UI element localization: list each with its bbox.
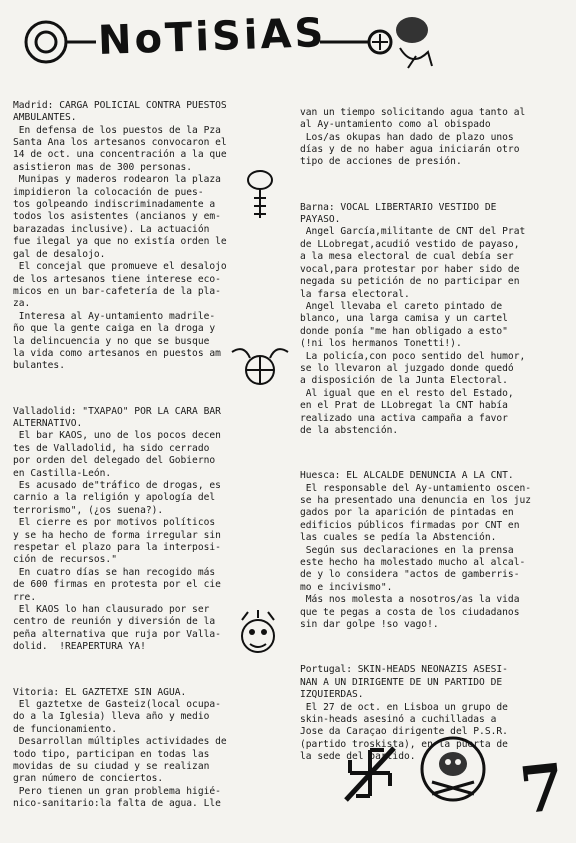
article-line-first: van un tiempo solicitando agua tanto al <box>300 106 526 118</box>
crossed-swastika-icon <box>340 740 400 810</box>
article-line: de y lo considera "actos de gamberris- <box>300 569 520 581</box>
article-line: 14 de oct. una concentración a la que <box>13 149 227 161</box>
article-vitoria <box>13 687 295 811</box>
article-line: carnio a la religión y apología del <box>13 492 216 504</box>
article-line: vocal,para protestar por haber sido de <box>300 263 520 275</box>
article-line-first: Huesca: EL ALCALDE DENUNCIA A LA CNT. <box>300 470 514 482</box>
article-line: gran número de conciertos. <box>13 773 164 785</box>
article-line: la vida como artesanos en puestos am <box>13 347 221 359</box>
article-line: terrorismo", (¿os suena?). <box>13 504 164 516</box>
article-line: sin dar golpe !so vago!. <box>300 619 439 631</box>
article-line: El bar KAOS, uno de los pocos decen <box>13 430 221 442</box>
article-line: El cierre es por motivos políticos <box>13 517 216 529</box>
article-line: las cuales se pedía la Abstención. <box>300 532 497 544</box>
article-madrid <box>13 100 295 373</box>
article-line: PAYASO. <box>300 214 341 226</box>
article-line: Los/as okupas han dado de plazo unos <box>300 131 514 143</box>
article-line: la farsa electoral. <box>300 288 410 300</box>
masthead-title: NoTiSiAS <box>97 10 327 64</box>
article-line: Pero tienen un gran problema higié- <box>13 785 221 797</box>
article-line: realizado una activa campaña a favor <box>300 412 508 424</box>
article-line: tipo de acciones de presión. <box>300 156 462 168</box>
article-line: ALTERNATIVO. <box>13 417 83 429</box>
article-line: edificios públicos firmadas por CNT en <box>300 519 520 531</box>
right-column <box>300 82 570 796</box>
article-line: respetar el plazo para la interposi- <box>13 542 221 554</box>
article-line: za. <box>13 298 31 310</box>
article-line: Angel llevaba el careto pintado de <box>300 300 503 312</box>
article-line-first: Barna: VOCAL LIBERTARIO VESTIDO DE <box>300 201 497 213</box>
article-line: de LLobregat,acudió vestido de payaso, <box>300 238 520 250</box>
article-line: El KAOS lo han clausurado por ser <box>13 604 210 616</box>
masthead <box>20 8 440 70</box>
article-line: El 27 de oct. en Lisboa un grupo de <box>300 701 508 713</box>
article-line: en el Prat de LLobregat la CNT había <box>300 400 508 412</box>
article-line: tes de Valladolid, ha sido cerrado <box>13 442 210 454</box>
page-number: 7 <box>516 749 569 830</box>
article-line: Munipas y maderos rodearon la plaza <box>13 174 221 186</box>
article-line: gal de desalojo. <box>13 248 106 260</box>
article-line: negada su petición de no participar en <box>300 276 520 288</box>
article-huesca <box>300 470 570 631</box>
article-vitoria-continued <box>300 107 570 169</box>
article-line: Al igual que en el resto del Estado, <box>300 387 514 399</box>
article-line: El concejal que promueve el desalojo <box>13 261 227 273</box>
article-line: La policía,con poco sentido del humor, <box>300 350 526 362</box>
article-line: ño que la gente caiga en la droga y <box>13 323 216 335</box>
article-line: impidieron la colocación de pues- <box>13 186 204 198</box>
article-line: El responsable del Ay-untamiento oscen- <box>300 482 532 494</box>
article-line: por orden del delegado del Gobierno <box>13 455 216 467</box>
article-line: gados por la aparición de pintadas en <box>300 507 514 519</box>
article-line: a la mesa electoral de cual debía ser <box>300 251 514 263</box>
article-line: bulantes. <box>13 360 65 372</box>
article-line: Es acusado de"tráfico de drogas, es <box>13 480 221 491</box>
article-line: de la abstención. <box>300 424 399 436</box>
article-line: Jose da Caraçao dirigente del P.S.R. <box>300 726 508 738</box>
article-line: (partido troskista), en la puerta de <box>300 738 508 750</box>
article-line: NAN A UN DIRIGENTE DE UN PARTIDO DE <box>300 676 503 688</box>
article-line: skin-heads asesinó a cuchilladas a <box>300 713 497 725</box>
article-line: se ha presentado una denuncia en los juz <box>300 495 532 506</box>
article-line: barazadas inclusive). La actuación <box>13 223 210 235</box>
article-line: nico-sanitario:la falta de agua. Lle <box>13 798 221 810</box>
article-line: ción de recursos." <box>13 554 117 566</box>
article-line: mo e incivismo". <box>300 581 393 593</box>
article-line: todos los asistentes (ancianos y em- <box>13 211 221 223</box>
article-line: (!ni los hermanos Tonetti!). <box>300 338 462 350</box>
article-line-first: Madrid: CARGA POLICIAL CONTRA PUESTOS <box>13 99 227 111</box>
article-line: rre. <box>13 591 37 603</box>
hanging-face-doodle-icon <box>242 168 278 228</box>
article-line: Más nos molesta a nosotros/as la vida <box>300 594 520 606</box>
article-line: fue ilegal ya que no existía orden le <box>13 236 227 248</box>
article-line: y se ha hecho de forma irregular sin <box>13 529 221 541</box>
winged-wheel-doodle-icon <box>230 342 290 394</box>
article-line: movidas de su ciudad y se realizan <box>13 760 210 772</box>
article-line: asistieron mas de 300 personas. <box>13 161 193 173</box>
article-line: en Castilla-León. <box>13 467 112 479</box>
article-line: se lo llevaron al juzgado donde quedó <box>300 362 514 374</box>
skull-emblem-icon <box>418 734 488 804</box>
article-line: este hecho ha molestado mucho al alcal- <box>300 557 526 569</box>
article-line: dolid. !REAPERTURA YA! <box>13 641 146 653</box>
article-line: En cuatro días se han recogido más <box>13 566 216 578</box>
article-line: días y de no haber agua iniciarán otro <box>300 144 520 156</box>
article-line: Angel García,militante de CNT del Prat <box>300 226 526 238</box>
article-barna <box>300 202 570 438</box>
article-line: En defensa de los puestos de la Pza <box>13 124 221 136</box>
article-line: peña alternativa que ruja por Valla- <box>13 628 221 640</box>
article-line: Según sus declaraciones en la prensa <box>300 544 514 556</box>
article-line: tos golpeando indiscriminadamente a <box>13 199 216 211</box>
article-line: a disposición de la Junta Electoral. <box>300 375 508 387</box>
article-line: Santa Ana los artesanos convocaron el <box>13 137 227 149</box>
article-line: Interesa al Ay-untamiento madrile- <box>13 310 216 322</box>
article-line: que te pegas a costa de los ciudadanos <box>300 606 520 618</box>
article-line: do a la Iglesia) lleva año y medio <box>13 711 210 723</box>
article-line-first: Valladolid: "TXAPAO" POR LA CARA BAR <box>13 405 221 417</box>
article-line: blanco, una larga camisa y un cartel <box>300 313 508 325</box>
masthead-character-icon <box>320 8 440 70</box>
article-line-first: Vitoria: EL GAZTETXE SIN AGUA. <box>13 686 187 698</box>
article-line: AMBULANTES. <box>13 112 77 124</box>
article-line: Desarrollan múltiples actividades de <box>13 736 227 748</box>
cartoon-figure-icon <box>222 610 294 672</box>
article-line: la delincuencia y no que se busque <box>13 335 210 347</box>
article-line: centro de reunión y diversión de la <box>13 616 216 628</box>
article-line: El gaztetxe de Gasteiz(local ocupa- <box>13 698 221 710</box>
article-line: de los artesanos tiene interese eco- <box>13 273 221 285</box>
article-line: al Ay-untamiento como al obispado <box>300 119 491 131</box>
article-line: donde ponía "me han obligado a esto" <box>300 325 508 337</box>
article-line: de funcionamiento. <box>13 723 117 735</box>
article-line: todo tipo, participan en todas las <box>13 748 210 760</box>
article-line: IZQUIERDAS. <box>300 689 364 701</box>
article-line: la sede del partido. <box>300 751 416 763</box>
article-line-first: Portugal: SKIN-HEADS NEONAZIS ASESI- <box>300 664 508 676</box>
masthead-swirl-icon <box>20 16 96 66</box>
article-line: de 600 firmas en protesta por el cie <box>13 579 221 591</box>
article-line: micos en un bar-cafetería de la pla- <box>13 285 221 297</box>
